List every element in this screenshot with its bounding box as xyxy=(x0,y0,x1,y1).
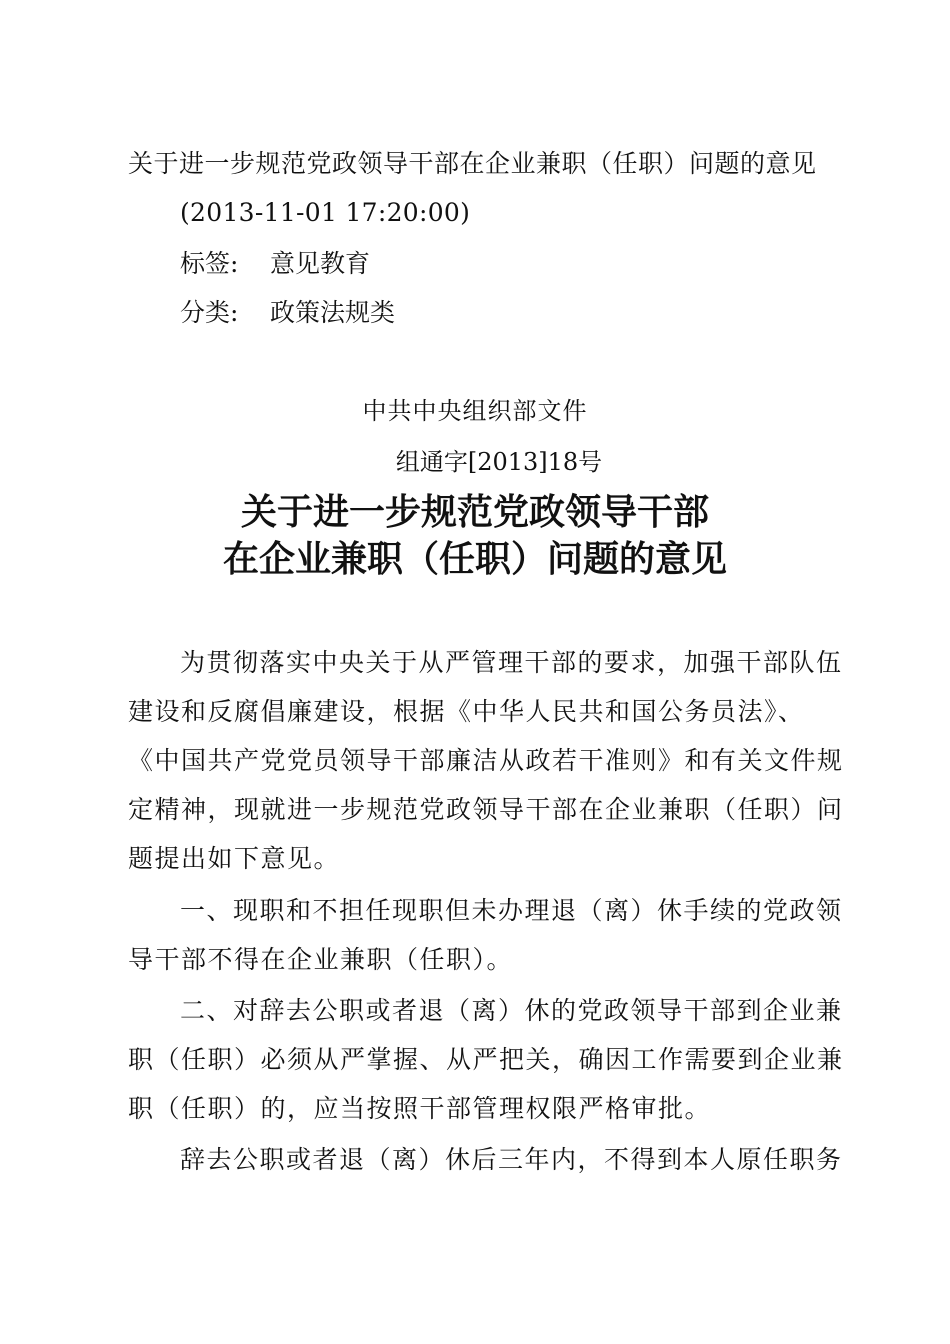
body-line: 定精神，现就进一步规范党政领导干部在企业兼职（任职）问 xyxy=(128,795,844,824)
body-line: 《中国共产党党员领导干部廉洁从政若干准则》和有关文件规 xyxy=(128,746,844,775)
category-label: 分类: xyxy=(180,298,239,327)
tags-row xyxy=(180,248,370,280)
category-row xyxy=(180,297,395,329)
body-line: 职（任职）的，应当按照干部管理权限严格审批。 xyxy=(128,1094,712,1123)
tags-value[interactable]: 意见教育 xyxy=(270,249,371,278)
body-line: 题提出如下意见。 xyxy=(128,844,341,873)
body-line: 建设和反腐倡廉建设，根据《中华人民共和国公务员法》、 xyxy=(128,697,805,726)
body-line: 导干部不得在企业兼职（任职）。 xyxy=(128,945,514,974)
category-value[interactable]: 政策法规类 xyxy=(270,298,396,327)
body-line: 二、对辞去公职或者退（离）休的党政领导干部到企业兼 xyxy=(180,996,843,1025)
issuer-line: 中共中央组织部文件 xyxy=(362,397,588,425)
body-line: 为贯彻落实中央关于从严管理干部的要求，加强干部队伍 xyxy=(180,648,843,677)
body-line: 职（任职）必须从严掌握、从严把关，确因工作需要到企业兼 xyxy=(128,1045,844,1074)
tags-label: 标签: xyxy=(180,249,239,278)
post-title: 关于进一步规范党政领导干部在企业兼职（任职）问题的意见 xyxy=(128,149,817,178)
document-number: 组通字[2013]18号 xyxy=(395,448,603,476)
document-title-line-2: 在企业兼职（任职）问题的意见 xyxy=(222,538,727,580)
body-line: 一、现职和不担任现职但未办理退（离）休手续的党政领 xyxy=(180,896,843,925)
body-line: 辞去公职或者退（离）休后三年内，不得到本人原任职务 xyxy=(180,1145,843,1174)
post-datetime: (2013-11-01 17:20:00) xyxy=(180,198,471,227)
document-title-line-1: 关于进一步规范党政领导干部 xyxy=(240,491,709,533)
